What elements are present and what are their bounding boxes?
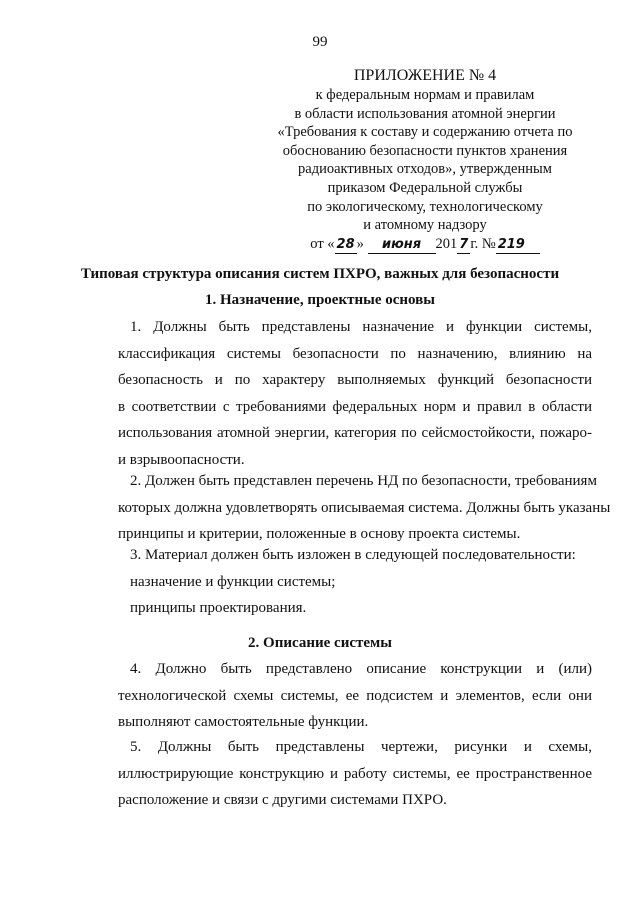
paragraph-5 [118, 734, 592, 814]
paragraph-line: 1. Должны быть представлены назначение и функции системы, [130, 319, 592, 335]
paragraph-line: 5. Должны быть представлены чертежи, рисунки и схемы, [130, 739, 592, 755]
paragraph-line: использования атомной энергии, категория по сейсмостойкости, пожаро- [118, 425, 592, 441]
date-year-prefix: 201 [435, 235, 458, 252]
appendix-line: обоснованию безопасности пунктов хранения [282, 142, 568, 159]
appendix-line: к федеральным нормам и правилам [315, 87, 535, 103]
appendix-line: радиоактивных отходов», утвержденным [298, 161, 552, 178]
paragraph-line: технологической схемы системы, ее подсистем и элементов, если они [118, 687, 592, 704]
section-1-heading: 1. Назначение, проектные основы [205, 292, 435, 308]
paragraph-line: иллюстрирующие конструкцию и работу системы, ее пространственное [118, 765, 592, 782]
paragraph-line: безопасность и по характеру выполняемых функций безопасности [118, 372, 592, 388]
date-year-suffix: г. № [470, 235, 496, 252]
paragraph-line: в соответствии с требованиями федеральных норм и правил в области [118, 398, 592, 415]
date-prefix: от « [310, 235, 335, 252]
appendix-title: ПРИЛОЖЕНИЕ № 4 [353, 67, 497, 84]
paragraph-2 [118, 468, 611, 548]
document-title: Типовая структура описания систем ПХРО, важных для безопасности [80, 266, 560, 282]
sequence-item: назначение и функции системы; [130, 574, 336, 590]
paragraph-line: принципы и критерии, положенные в основу проекта системы. [118, 526, 521, 542]
paragraph-line: расположение и связи с другими системами ПХРО. [118, 792, 447, 808]
paragraph-line: выполняют самостоятельные функции. [118, 714, 369, 730]
paragraph-line: 4. Должно быть представлено описание конструкции и (или) [130, 661, 592, 677]
paragraph-4 [118, 656, 592, 736]
appendix-line: и атомному надзору [363, 217, 487, 234]
date-month-handwritten: июня [368, 237, 436, 254]
appendix-header [255, 66, 595, 254]
appendix-line: приказом Федеральной службы [327, 179, 523, 196]
paragraph-line: и взрывоопасности. [118, 451, 245, 468]
paragraph-3: 3. Материал должен быть изложен в следующей последовательности: [130, 547, 576, 563]
section-2-heading: 2. Описание системы [248, 635, 392, 651]
appendix-line: по экологическому, технологическому [307, 198, 543, 215]
date-year-digit-handwritten: 7 [459, 236, 469, 252]
appendix-line: в области использования атомной энергии [294, 105, 556, 122]
paragraph-line: 2. Должен быть представлен перечень НД по безопасности, требованиям [130, 473, 597, 489]
paragraph-1 [118, 314, 592, 473]
sequence-item: принципы проектирования. [130, 600, 307, 616]
date-day-handwritten: 28 [336, 236, 355, 252]
appendix-line: «Требования к составу и содержанию отчета по [277, 124, 573, 141]
order-number-handwritten: 219 [496, 237, 540, 254]
paragraph-line: классификация системы безопасности по назначению, влиянию на [118, 345, 592, 362]
paragraph-line: которых должна удовлетворять описываемая система. Должны быть указаны [118, 499, 611, 516]
date-middle: » [356, 235, 364, 252]
page-number: 99 [312, 34, 328, 50]
order-date-line [255, 235, 595, 254]
